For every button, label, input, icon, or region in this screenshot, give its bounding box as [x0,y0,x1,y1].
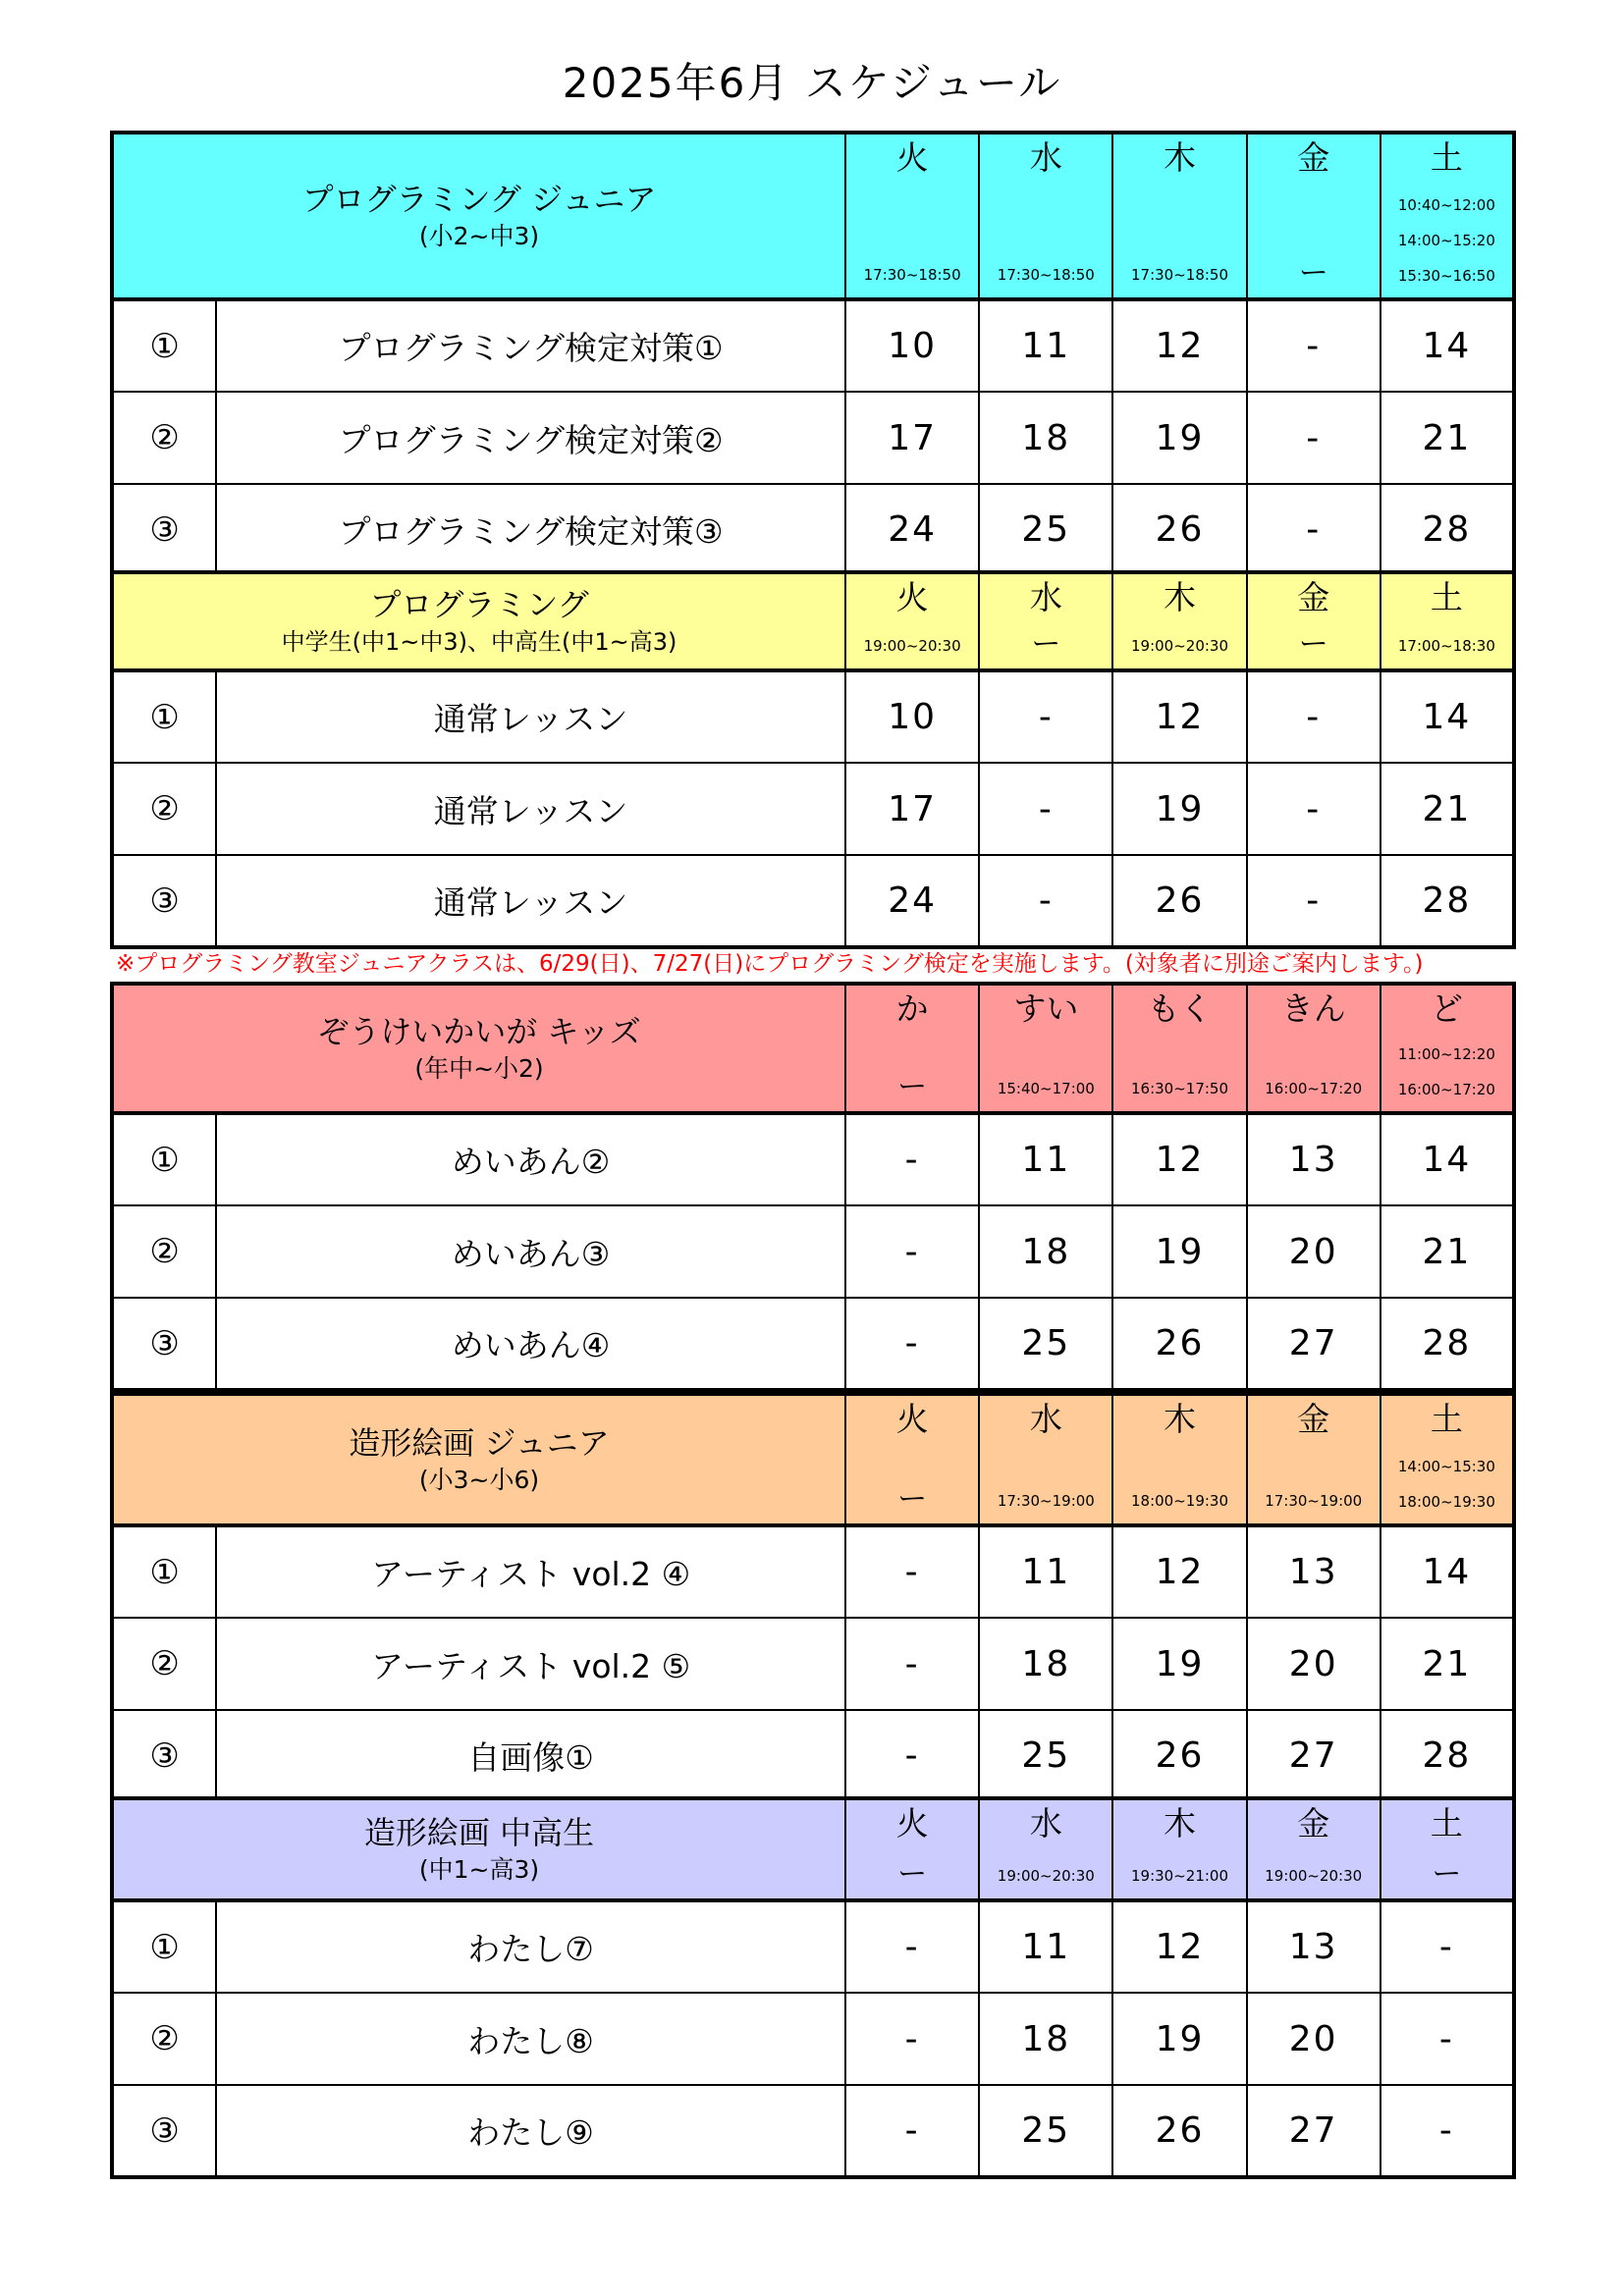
lesson-name: アーティスト vol.2 ⑤ [216,1618,845,1710]
table-row [112,1113,1514,1205]
day-label: か [895,989,929,1028]
date-cell: 10 [845,299,979,392]
day-header-cell [979,572,1112,670]
date-cell: 26 [1112,484,1246,576]
date-cell: 12 [1112,299,1246,392]
time-slot: 10:40~12:00 [1397,196,1495,214]
date-cell: 21 [1380,392,1514,484]
day-label: 水 [1029,138,1062,177]
time-slot: 17:30~18:50 [863,266,961,284]
date-cell: - [1380,2085,1514,2177]
day-times [897,1480,927,1523]
date-cell: 25 [979,1710,1112,1802]
date-cell: 26 [1112,1298,1246,1390]
table-row [112,670,1514,763]
date-cell: - [1247,484,1380,576]
day-header [846,986,978,1111]
class-header [114,584,844,659]
date-cell: 21 [1380,763,1514,855]
day-header [1381,574,1512,668]
date-cell: 27 [1247,2085,1380,2177]
date-cell: 17 [845,763,979,855]
date-cell: 14 [1380,1525,1514,1618]
day-times [1432,1855,1461,1898]
date-cell: 14 [1380,299,1514,392]
day-times [1398,1449,1495,1523]
class-header-cell [112,572,845,670]
lesson-name: アーティスト vol.2 ④ [216,1525,845,1618]
time-slot: 17:30~19:00 [1265,1492,1363,1510]
schedule-table [110,131,1516,578]
row-number: ③ [112,1710,216,1802]
schedule-table [110,982,1516,1392]
class-header [114,1422,844,1497]
date-cell: - [1247,763,1380,855]
time-dash: ー [897,1857,928,1892]
date-cell: - [845,1900,979,1993]
day-header-cell [979,1394,1112,1525]
day-header-cell [1247,1798,1380,1900]
time-dash: ー [1298,627,1328,662]
day-times [1265,1071,1362,1111]
class-name: 造形絵画 ジュニア [349,1424,610,1462]
day-times [1398,1037,1495,1111]
day-header-cell [845,984,979,1113]
lesson-name: めいあん④ [216,1298,845,1390]
lesson-name: わたし⑨ [216,2085,845,2177]
day-label: 火 [895,1400,929,1438]
date-cell: 18 [979,1618,1112,1710]
table-row [112,1710,1514,1802]
day-label: 土 [1430,138,1463,177]
day-header [980,134,1111,297]
lesson-name: めいあん③ [216,1205,845,1298]
day-header [1113,134,1245,297]
time-slot: 15:40~17:00 [997,1080,1095,1097]
date-cell: 12 [1112,1525,1246,1618]
day-header-cell [1380,1394,1514,1525]
date-cell: 19 [1112,1205,1246,1298]
day-header-cell [845,133,979,299]
date-cell: 28 [1380,484,1514,576]
day-label: 木 [1164,1400,1197,1438]
row-number: ② [112,1618,216,1710]
day-times [1299,625,1328,668]
day-times [897,1855,927,1898]
date-cell: - [845,1205,979,1298]
day-header-cell [1247,984,1380,1113]
row-number: ③ [112,1298,216,1390]
date-cell: 20 [1247,1205,1380,1298]
class-header-cell [112,1394,845,1525]
day-label: 木 [1164,138,1196,177]
date-cell: 20 [1247,1993,1380,2085]
time-slot: 17:30~18:50 [997,266,1095,284]
day-header-cell [845,572,979,670]
day-header [1248,1396,1380,1523]
row-number: ① [112,1900,216,1993]
page-title: 2025年6月 スケジュール [562,59,1062,107]
day-label: 金 [1297,578,1330,616]
day-header [846,1396,978,1523]
class-header [114,1011,844,1086]
day-header [1381,1800,1512,1898]
date-cell: 13 [1247,1900,1380,1993]
date-cell: - [845,2085,979,2177]
day-label: 火 [895,138,929,177]
table-row [112,1525,1514,1618]
day-header [1248,134,1380,297]
class-header-cell [112,984,845,1113]
date-cell: - [1247,392,1380,484]
time-dash: ー [897,1482,928,1517]
time-slot: 16:30~17:50 [1131,1080,1229,1097]
day-header-cell [1112,984,1246,1113]
day-label: すい [1013,989,1079,1028]
date-cell: - [979,670,1112,763]
row-number: ② [112,1205,216,1298]
class-header [114,1812,844,1887]
table-row [112,855,1514,947]
date-cell: 11 [979,1525,1112,1618]
date-cell: 20 [1247,1618,1380,1710]
table-header-row [112,133,1514,299]
day-header [846,574,978,668]
date-cell: 12 [1112,1900,1246,1993]
date-cell: 19 [1112,1618,1246,1710]
table-row [112,1298,1514,1390]
day-times [864,628,961,668]
day-label: 金 [1297,138,1330,177]
lesson-name: プログラミング検定対策① [216,299,845,392]
table-row [112,1900,1514,1993]
row-number: ③ [112,855,216,947]
table-row [112,763,1514,855]
date-cell: 14 [1380,1113,1514,1205]
day-times [1299,254,1328,297]
day-header [1113,986,1245,1111]
day-label: 金 [1297,1400,1330,1438]
table-header-row [112,1394,1514,1525]
lesson-name: プログラミング検定対策② [216,392,845,484]
row-number: ① [112,299,216,392]
time-slot: 14:00~15:30 [1397,1458,1495,1475]
date-cell: - [845,1710,979,1802]
table-header-row [112,984,1514,1113]
date-cell: - [845,1618,979,1710]
row-number: ③ [112,484,216,576]
day-header-cell [1247,133,1380,299]
day-header [1381,134,1512,297]
day-header [1248,1800,1380,1898]
day-header-cell [1112,1798,1246,1900]
date-cell: 25 [979,2085,1112,2177]
day-header [1248,574,1380,668]
day-label: 火 [895,1804,929,1842]
schedule-table [110,570,1516,949]
day-header [1113,1396,1245,1523]
lesson-name: 通常レッスン [216,855,845,947]
day-times [1031,625,1060,668]
date-cell: - [979,763,1112,855]
table-row [112,1993,1514,2085]
class-header-cell [112,133,845,299]
schedule-table [110,1796,1516,2179]
notice-text: ※プログラミング教室ジュニアクラスは、6/29(日)、7/27(日)にプログラミング検定を実施します。(対象者に別途ご案内します。) [116,951,1424,977]
time-slot: 19:00~20:30 [1130,637,1229,655]
date-cell: 24 [845,855,979,947]
time-slot: 15:30~16:50 [1397,267,1495,285]
class-grade: (小3~小6) [418,1466,540,1494]
day-times [1398,628,1495,668]
date-cell: 18 [979,1205,1112,1298]
day-times [897,1068,927,1111]
date-cell: - [1380,1993,1514,2085]
day-label: 木 [1164,1804,1196,1842]
table-row [112,1618,1514,1710]
date-cell: - [845,1113,979,1205]
day-header [980,986,1111,1111]
day-label: 土 [1430,1804,1463,1842]
day-times [1131,1858,1228,1898]
day-header-cell [1247,1394,1380,1525]
day-header-cell [979,984,1112,1113]
day-header-cell [845,1798,979,1900]
date-cell: 18 [979,392,1112,484]
date-cell: - [1247,299,1380,392]
date-cell: 13 [1247,1525,1380,1618]
day-label: 火 [895,578,929,616]
date-cell: 28 [1380,1710,1514,1802]
day-header [1113,574,1245,668]
day-times [1131,1071,1228,1111]
time-slot: 17:30~19:00 [997,1492,1095,1510]
time-slot: 18:00~19:30 [1397,1493,1495,1511]
day-label: きん [1280,989,1346,1028]
time-slot: 14:00~15:20 [1397,232,1495,249]
class-name: ぞうけいかいが キッズ [317,1013,641,1050]
day-times [1131,628,1228,668]
table-row [112,299,1514,392]
row-number: ② [112,1993,216,2085]
date-cell: 19 [1112,392,1246,484]
time-slot: 19:00~20:30 [1265,1867,1363,1885]
row-number: ② [112,763,216,855]
lesson-name: わたし⑦ [216,1900,845,1993]
date-cell: - [1380,1900,1514,1993]
date-cell: 28 [1380,855,1514,947]
date-cell: 27 [1247,1710,1380,1802]
lesson-name: めいあん② [216,1113,845,1205]
date-cell: 14 [1380,670,1514,763]
day-header-cell [979,133,1112,299]
day-header-cell [1380,1798,1514,1900]
date-cell: 11 [979,299,1112,392]
time-slot: 17:00~18:30 [1397,637,1495,655]
time-slot: 16:00~17:20 [1397,1081,1495,1098]
date-cell: 24 [845,484,979,576]
time-slot: 19:00~20:30 [997,1867,1095,1885]
date-cell: 18 [979,1993,1112,2085]
row-number: ③ [112,2085,216,2177]
day-header [1381,986,1512,1111]
date-cell: - [979,855,1112,947]
date-cell: 10 [845,670,979,763]
day-times [1265,1858,1362,1898]
row-number: ① [112,1525,216,1618]
class-grade: (年中~小2) [414,1054,544,1083]
lesson-name: 自画像① [216,1710,845,1802]
day-times [998,1071,1095,1111]
day-label: 水 [1029,1400,1062,1438]
time-dash: ー [1298,256,1328,291]
date-cell: 13 [1247,1113,1380,1205]
day-times [998,1858,1095,1898]
day-header [1381,1396,1512,1523]
date-cell: 25 [979,1298,1112,1390]
time-slot: 17:30~18:50 [1130,266,1229,284]
class-header [114,179,844,253]
row-number: ① [112,670,216,763]
date-cell: 26 [1112,2085,1246,2177]
date-cell: 19 [1112,1993,1246,2085]
day-header [1113,1800,1245,1898]
table-header-row [112,1798,1514,1900]
date-cell: - [845,1525,979,1618]
table-header-row [112,572,1514,670]
day-header [1248,986,1380,1111]
table-row [112,1205,1514,1298]
class-grade: 中学生(中1~中3)、中高生(中1~高3) [281,628,677,656]
class-grade: (中1~高3) [418,1855,540,1884]
lesson-name: わたし⑧ [216,1993,845,2085]
day-label: 土 [1430,1400,1463,1438]
day-header [846,134,978,297]
date-cell: 11 [979,1900,1112,1993]
time-slot: 19:00~20:30 [863,637,961,655]
day-header-cell [1380,984,1514,1113]
day-times [1131,257,1228,297]
day-header-cell [979,1798,1112,1900]
day-header [980,1396,1111,1523]
day-label: ど [1430,989,1463,1028]
day-header-cell [845,1394,979,1525]
date-cell: - [845,1298,979,1390]
date-cell: 17 [845,392,979,484]
date-cell: 26 [1112,1710,1246,1802]
table-row [112,484,1514,576]
day-times [1131,1483,1228,1523]
date-cell: 21 [1380,1205,1514,1298]
time-slot: 19:30~21:00 [1130,1867,1229,1885]
date-cell: 26 [1112,855,1246,947]
day-times [864,257,961,297]
date-cell: 12 [1112,670,1246,763]
day-header-cell [1247,572,1380,670]
date-cell: - [1247,855,1380,947]
day-header-cell [1112,133,1246,299]
time-slot: 16:00~17:20 [1265,1080,1363,1097]
day-label: 水 [1029,1804,1062,1842]
time-slot: 18:00~19:30 [1131,1492,1229,1510]
date-cell: 25 [979,484,1112,576]
day-header [980,574,1111,668]
day-times [1265,1483,1362,1523]
class-header-cell [112,1798,845,1900]
time-slot: 11:00~12:20 [1397,1045,1495,1063]
table-row [112,392,1514,484]
table-row [112,2085,1514,2177]
date-cell: 27 [1247,1298,1380,1390]
day-label: もく [1147,989,1213,1028]
day-times [998,257,1095,297]
day-times [998,1483,1095,1523]
class-name: プログラミング ジュニア [301,181,657,218]
lesson-name: プログラミング検定対策③ [216,484,845,576]
day-label: 土 [1430,578,1463,616]
date-cell: 11 [979,1113,1112,1205]
class-grade: (小2~中3) [418,222,540,250]
date-cell: 21 [1380,1618,1514,1710]
day-times [1398,187,1495,297]
time-dash: ー [1432,1857,1462,1892]
date-cell: - [1247,670,1380,763]
day-header [846,1800,978,1898]
day-label: 水 [1029,578,1062,616]
date-cell: 12 [1112,1113,1246,1205]
row-number: ① [112,1113,216,1205]
day-header-cell [1380,572,1514,670]
day-label: 木 [1164,578,1196,616]
row-number: ② [112,392,216,484]
date-cell: - [845,1993,979,2085]
day-header-cell [1380,133,1514,299]
class-name: プログラミング [369,586,589,623]
time-dash: ー [897,1070,928,1104]
class-name: 造形絵画 中高生 [363,1814,595,1851]
date-cell: 19 [1112,763,1246,855]
schedule-table [110,1392,1516,1804]
lesson-name: 通常レッスン [216,763,845,855]
day-label: 金 [1297,1804,1330,1842]
day-header-cell [1112,572,1246,670]
time-dash: ー [1031,627,1061,662]
date-cell: 28 [1380,1298,1514,1390]
lesson-name: 通常レッスン [216,670,845,763]
day-header [980,1800,1111,1898]
day-header-cell [1112,1394,1246,1525]
